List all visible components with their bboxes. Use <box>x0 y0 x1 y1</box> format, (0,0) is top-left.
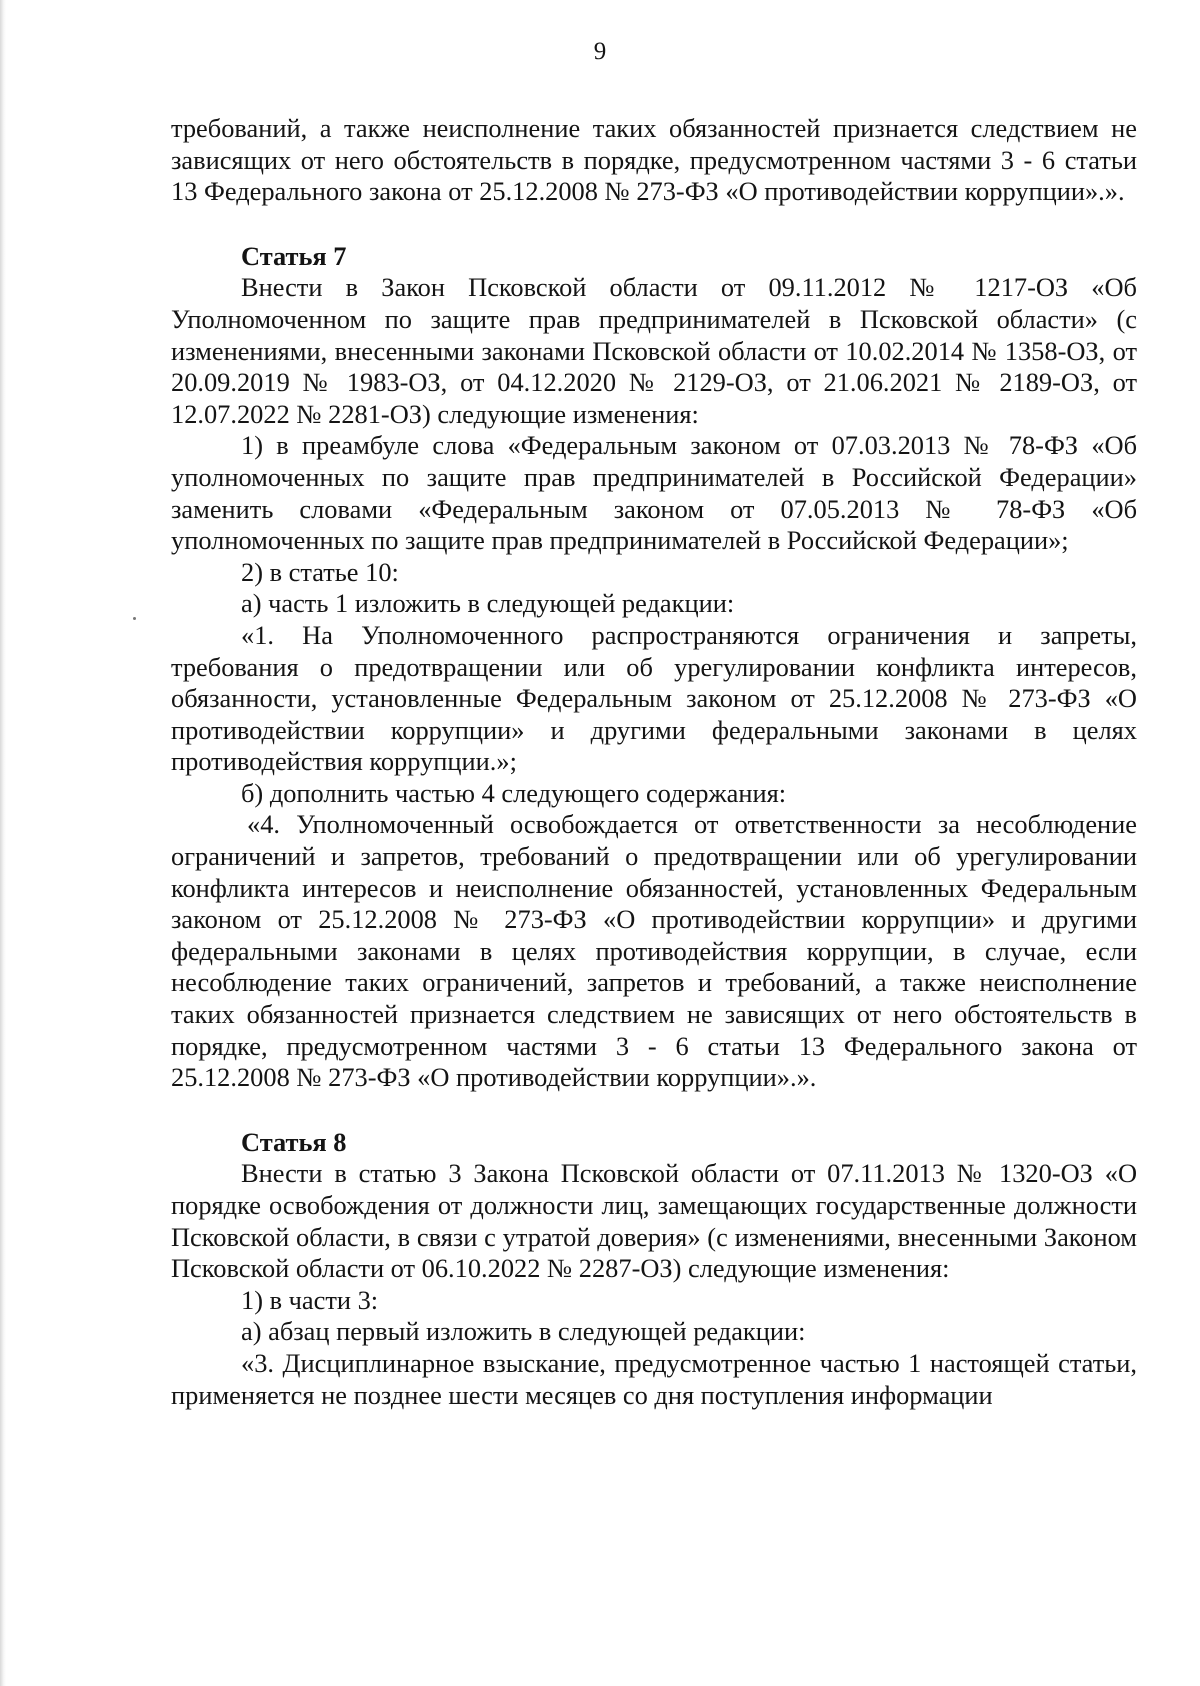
article-7-title: Статья 7 <box>241 240 347 271</box>
article-8-paragraph: а) абзац первый изложить в следующей редакции: <box>241 1316 806 1347</box>
article-7-paragraph: Внести в Закон Псковской области от 09.11.2012 № 1217-ОЗ «Об Уполномоченном по защите прав предпринимателей в Псковской области» (с изменениями, внесенными законами Псковской области от 10.02.2014 № 1358-ОЗ, от 20.09.2019 № 1983-ОЗ, от 04.12.2020 № 2129-ОЗ, от 21.06.2021 № 2189-ОЗ, от 12.07.2022 № 2281-ОЗ) следующие изменения: <box>171 272 1137 429</box>
article-8-paragraph: Внести в статью 3 Закона Псковской области от 07.11.2013 № 1320-ОЗ «О порядке освобождения от должности лиц, замещающих государственные должности Псковской области, в связи с утратой доверия» (с изменениями, внесенными Законом Псковской области от 06.10.2022 № 2287-ОЗ) следующие изменения: <box>171 1158 1137 1284</box>
scan-edge <box>0 0 6 1686</box>
article-8-paragraph: 1) в части 3: <box>241 1284 379 1315</box>
article-7-paragraph: 1) в преамбуле слова «Федеральным законом от 07.03.2013 № 78-ФЗ «Об уполномоченных по защите прав предпринимателей в Российской Федерации» заменить словами «Федеральным законом от 07.05.2013 № 78-ФЗ «Об уполномоченных по защите прав предпринимателей в Российской Федерации»; <box>171 430 1137 556</box>
scan-speck <box>133 617 136 620</box>
article-7-paragraph: а) часть 1 изложить в следующей редакции: <box>241 588 735 619</box>
article-7-paragraph: «1. На Уполномоченного распространяются ограничения и запреты, требования о предотвращении или об урегулировании конфликта интересов, обязанности, установленные Федеральным законом от 25.12.2008 № 273-ФЗ «О противодействии коррупции» и другими федеральными законами в целях противодействия коррупции.»; <box>171 619 1137 777</box>
article-8-title: Статья 8 <box>241 1126 347 1157</box>
article-7-paragraph: 2) в статье 10: <box>241 556 399 587</box>
document-body <box>171 113 1137 1411</box>
page-number: 9 <box>593 38 607 65</box>
intro-paragraph: требований, а также неисполнение таких обязанностей признается следствием не зависящих от него обстоятельств в порядке, предусмотренном частями 3 - 6 статьи 13 Федерального закона от 25.12.2008 № 273-ФЗ «О противодействии коррупции».». <box>171 113 1137 207</box>
article-7-paragraph: «4. Уполномоченный освобождается от ответственности за несоблюдение ограничений и запретов, требований о предотвращении или об урегулировании конфликта интересов и неисполнение обязанностей, установленных Федеральным законом от 25.12.2008 № 273-ФЗ «О противодействии коррупции» и другими федеральными законами в целях противодействия коррупции, в случае, если несоблюдение таких ограничений, запретов и требований, а также неисполнение таких обязанностей признается следствием не зависящих от него обстоятельств в порядке, предусмотренном частями 3 - 6 статьи 13 Федерального закона от 25.12.2008 № 273-ФЗ «О противодействии коррупции».». <box>171 809 1137 1093</box>
article-8-paragraph: «3. Дисциплинарное взыскание, предусмотренное частью 1 настоящей статьи, применяется не позднее шести месяцев со дня поступления информации <box>171 1347 1137 1410</box>
article-7-paragraph: б) дополнить частью 4 следующего содержания: <box>241 777 787 808</box>
